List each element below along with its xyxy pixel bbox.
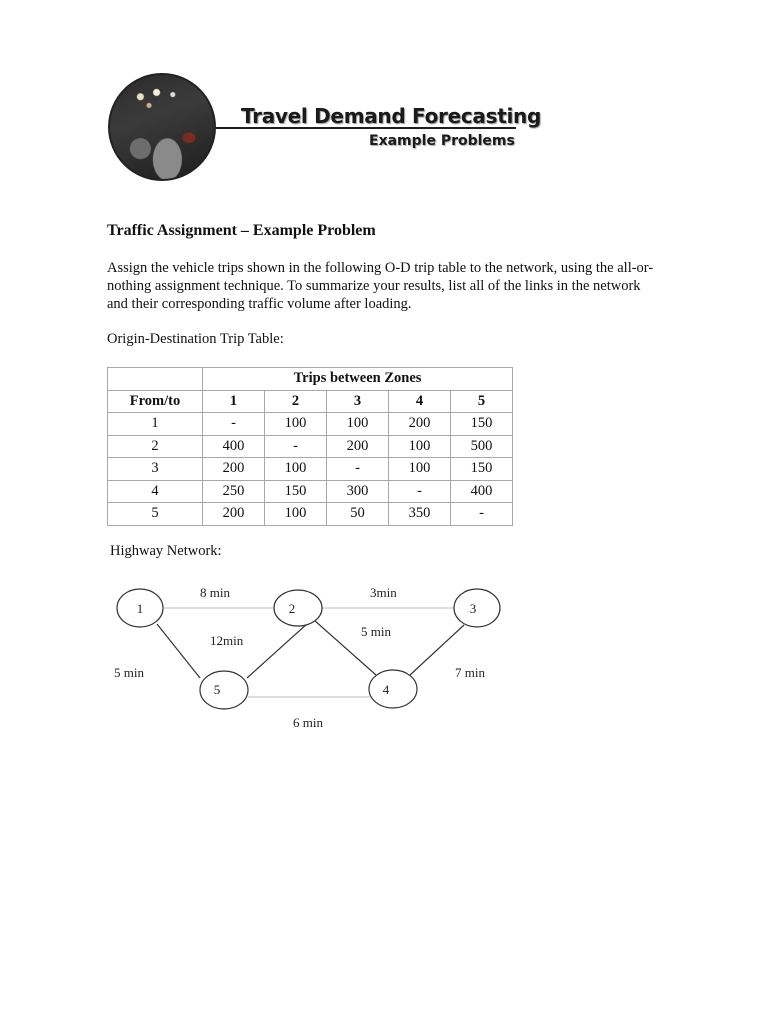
table-cell: 100 [389, 458, 451, 481]
node-4 [369, 670, 417, 708]
node-label: 3 [469, 601, 477, 616]
table-row [108, 435, 513, 458]
column-header: 2 [265, 390, 327, 413]
link-time-label: 5 min [361, 624, 391, 639]
table-cell: - [451, 503, 513, 526]
table-cell: 400 [451, 480, 513, 503]
table-group-header-row [108, 368, 513, 391]
table-cell: 150 [265, 480, 327, 503]
table-cell: 400 [203, 435, 265, 458]
table-cell: - [327, 458, 389, 481]
table-cell: - [203, 413, 265, 436]
network-caption: Highway Network: [110, 543, 222, 559]
row-label: 4 [108, 480, 203, 503]
table-cell: 500 [451, 435, 513, 458]
table-cell: 250 [203, 480, 265, 503]
table-cell: - [389, 480, 451, 503]
table-header-row [108, 390, 513, 413]
problem-statement: Assign the vehicle trips shown in the following O-D trip table to the network, using the all-or-nothing assignment technique. To summarize your results, list all of the links in the network and their corresponding traffic volume after loading. [107, 260, 654, 312]
table-corner-empty [108, 368, 203, 391]
column-header: 1 [203, 390, 265, 413]
table-caption: Origin-Destination Trip Table: [107, 331, 284, 347]
table-cell: 350 [389, 503, 451, 526]
node-label: 2 [288, 601, 296, 616]
link-2-5 [247, 623, 308, 678]
banner-subtitle: Example Problems [369, 133, 515, 149]
link-time-label: 12min [210, 633, 244, 648]
link-time-label: 5 min [114, 665, 144, 680]
column-header: 3 [327, 390, 389, 413]
table-cell: - [265, 435, 327, 458]
table-cell: 200 [203, 458, 265, 481]
table-cell: 200 [389, 413, 451, 436]
table-cell: 100 [265, 503, 327, 526]
link-1-5 [157, 624, 200, 678]
page-title: Traffic Assignment – Example Problem [107, 222, 376, 239]
table-row [108, 413, 513, 436]
link-time-label: 8 min [200, 585, 230, 600]
table-corner-label: From/to [108, 390, 203, 413]
table-cell: 150 [451, 413, 513, 436]
link-time-label: 6 min [293, 715, 323, 730]
table-cell: 50 [327, 503, 389, 526]
node-label: 4 [382, 682, 390, 697]
column-header: 4 [389, 390, 451, 413]
node-2 [274, 590, 322, 626]
table-group-header: Trips between Zones [203, 368, 513, 391]
table-row [108, 458, 513, 481]
node-3 [454, 589, 500, 627]
link-time-label: 7 min [455, 665, 485, 680]
column-header: 5 [451, 390, 513, 413]
table-cell: 100 [265, 458, 327, 481]
table-cell: 150 [451, 458, 513, 481]
table-cell: 200 [203, 503, 265, 526]
table-cell: 200 [327, 435, 389, 458]
banner-photo [108, 73, 216, 181]
od-trip-table [107, 367, 513, 526]
table-cell: 100 [265, 413, 327, 436]
node-label: 5 [213, 682, 221, 697]
row-label: 5 [108, 503, 203, 526]
node-label: 1 [136, 601, 144, 616]
link-time-label: 3min [370, 585, 397, 600]
table-row [108, 480, 513, 503]
banner-title: Travel Demand Forecasting [241, 104, 541, 128]
node-5 [200, 671, 248, 709]
row-label: 2 [108, 435, 203, 458]
row-label: 3 [108, 458, 203, 481]
table-cell: 100 [389, 435, 451, 458]
row-label: 1 [108, 413, 203, 436]
table-row [108, 503, 513, 526]
table-cell: 300 [327, 480, 389, 503]
table-cell: 100 [327, 413, 389, 436]
highway-network-diagram [110, 578, 510, 738]
